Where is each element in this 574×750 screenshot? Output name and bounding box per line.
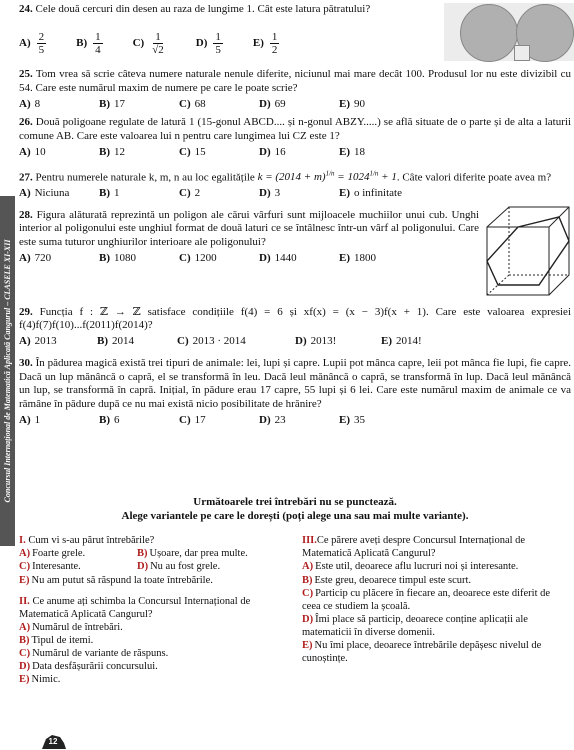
cube-figure — [485, 203, 571, 299]
question-27 — [19, 170, 571, 201]
option-a[interactable]: A) 2013 — [19, 335, 57, 348]
option-e[interactable]: E) 35 — [339, 413, 365, 426]
survey-question-2: II. Ce anume ați schimba la Concursul Internațional de Matematică Aplicată Cangurul? A) Numărul de întrebări. B) Tipul de itemi. C) Numărul de variante de răspuns. D) Data desfășurării concursului. E) Nimic. — [19, 595, 288, 687]
option-b[interactable]: B) $\frac{1}{4}$ — [76, 31, 101, 56]
circle-left — [460, 4, 518, 62]
option-e[interactable]: E) 18 — [339, 145, 365, 158]
notice-line-2: Alege variantele pe care le dorești (poți alege una sau mai multe variante). — [121, 510, 469, 523]
option-d[interactable]: D) 69 — [259, 97, 286, 110]
question-text: În pădurea magică există trei tipuri de animale: lei, lupi și capre. Lupii pot mânca capre, leii pot mânca fie lupi, fie capre. Dacă un lup mănâncă o capră, el se transformă în leu. Dacă leul mănâncă o capră, se transformă în lup. Dacă leul mănâncă un lup, se transformă în capră. Inițial, în pădure erau 17 capre, 55 lupi și 6 lei. Care este numărul maxim de animale ce va rămâne în pădure după ce nu mai există nicio posibilitate de hrănire? — [19, 356, 571, 411]
survey-option[interactable]: D) Îmi place să particip, deoarece conține aplicații ale matematicii în diverse domenii. — [302, 613, 528, 639]
question-24 — [19, 3, 571, 63]
option-d[interactable]: D) 1440 — [259, 251, 297, 264]
question-text: Funcția f : ℤ → ℤ satisface condițiile f(4) = 6 și xf(x) = (x − 3)f(x + 1). Care este valoarea expresiei f(4)f(7)f(10)...f(2011)f(2014)? — [19, 305, 571, 332]
survey-left-column — [19, 534, 288, 694]
option-a[interactable]: A) 8 — [19, 97, 41, 110]
survey-notice — [19, 496, 571, 525]
question-25 — [19, 68, 571, 111]
fraction: $\frac{1}{√2}$ — [152, 31, 164, 56]
small-square — [514, 45, 530, 61]
survey-option[interactable]: E) Nu am putut să răspund la toate întrebările. — [19, 574, 213, 586]
option-e[interactable]: E) $\frac{1}{2}$ — [252, 31, 278, 56]
circles-figure — [444, 3, 574, 63]
survey-option[interactable]: B) Este greu, deoarece timpul este scurt. — [302, 574, 472, 586]
option-e[interactable]: E) 90 — [339, 97, 365, 110]
option-c[interactable]: C) 17 — [179, 413, 206, 426]
fraction: $\frac{1}{4}$ — [95, 31, 101, 56]
fraction: $\frac{1}{5}$ — [215, 31, 221, 56]
answer-options — [19, 335, 571, 349]
survey-question-1: I. Cum vi s-au părut întrebările? A) Foarte grele. B) Ușoare, dar prea multe. C) Interesante. D) Nu au fost grele. E) Nu am putut să răspund la toate întrebările. — [19, 534, 288, 587]
question-text: Figura alăturată reprezintă un poligon ale cărui vârfuri sunt mijloacele muchiilor unui cub. Unghi interior al poligonului este unghiul format de două laturi ce se întâlnesc într-un vârf al poligonului. Care este suma tuturor unghiurilor interioare ale poligonului? — [19, 208, 480, 249]
answer-options — [19, 98, 571, 112]
question-text: Pentru numerele naturale k, m, n au loc egalitățile — [35, 171, 255, 184]
option-e[interactable]: E) 1800 — [339, 251, 376, 264]
question-28 — [19, 209, 571, 301]
question-text: Tom vrea să scrie câteva numere naturale nenule diferite, niciunul mai mare decât 100. Produsul lor nu este divizibil cu 54. Care este numărul maxim de numere pe care le poate scrie? — [19, 68, 571, 94]
survey-option[interactable]: C) Numărul de variante de răspuns. — [19, 648, 169, 660]
option-d[interactable]: D) 16 — [259, 145, 286, 158]
question-number: 24. — [19, 3, 33, 15]
question-number: 28. — [19, 208, 33, 221]
option-d[interactable]: D) 2013! — [295, 335, 337, 348]
option-b[interactable]: B) 17 — [99, 97, 125, 110]
question-26 — [19, 116, 571, 159]
formula: $k = (2014 + m)^{1/n} = 1024^{1/n} + 1$ — [257, 169, 397, 184]
survey-option[interactable]: E) Nimic. — [19, 674, 61, 686]
question-number: 27. — [19, 171, 33, 184]
option-b[interactable]: B) 2014 — [97, 335, 134, 348]
question-number: 30. — [19, 356, 33, 369]
survey-option[interactable]: B) Ușoare, dar prea multe. — [137, 548, 248, 560]
option-c[interactable]: C) $\frac{1}{√2}$ — [132, 31, 164, 56]
page-content — [19, 3, 571, 695]
sidebar-text: Concursul Internațional de Matematică Aplicată Cangurul – CLASELE XI-XII — [2, 239, 12, 503]
question-number: 26. — [19, 116, 33, 129]
option-b[interactable]: B) 1 — [99, 186, 120, 199]
answer-options — [19, 31, 309, 56]
survey-right-column — [302, 534, 571, 694]
option-c[interactable]: C) 2 — [179, 186, 201, 199]
page-number-badge — [40, 735, 66, 749]
question-text: Cele două cercuri din desen au raza de lungime 1. Cât este latura pătratului? — [35, 3, 371, 15]
option-d[interactable]: D) 23 — [259, 413, 286, 426]
question-number: 29. — [19, 305, 33, 318]
question-29 — [19, 306, 571, 349]
option-c[interactable]: C) 15 — [179, 145, 206, 158]
option-c[interactable]: C) 1200 — [179, 251, 217, 264]
option-a[interactable]: A) 10 — [19, 145, 46, 158]
option-c[interactable]: C) 2013 · 2014 — [177, 335, 246, 348]
option-b[interactable]: B) 1080 — [99, 251, 136, 264]
option-d[interactable]: D) $\frac{1}{5}$ — [195, 31, 221, 56]
option-a[interactable]: A) 720 — [19, 251, 52, 264]
answer-options — [19, 414, 571, 428]
question-number: 25. — [19, 68, 33, 80]
survey-option[interactable]: C) Particip cu plăcere în fiecare an, deoarece este diferit de ceea ce studiem la școală. — [302, 587, 551, 612]
survey-option[interactable]: A) Este util, deoarece aflu lucruri noi și interesante. — [302, 561, 519, 573]
cube-back-edges — [487, 207, 569, 295]
question-text-end: . Câte valori diferite poate avea m? — [396, 171, 552, 184]
page-number: 12 — [48, 737, 58, 746]
option-a[interactable]: A) 1 — [19, 413, 41, 426]
survey-question-3: III.Ce părere aveți despre Concursul Internațional de Matematică Aplicată Cangurul? A) Este util, deoarece aflu lucruri noi și interesante. B) Este greu, deoarece timpul este scurt. C) Particip cu plăcere în fiecare an, deoarece este diferit de ceea ce studiem la școală. D) Îmi place să particip, deoarece conține aplicații ale matematicii în diverse domenii. E) Nu îmi place, deoarece întrebările depășesc nivelul de cunoștințe. — [302, 534, 571, 665]
survey-option[interactable]: C) Interesante. — [19, 561, 81, 573]
survey-option[interactable]: A) Foarte grele. — [19, 548, 86, 560]
option-a[interactable]: A) $\frac{2}{5}$ — [19, 31, 45, 56]
option-e[interactable]: E) 2014! — [381, 335, 422, 348]
option-a[interactable]: A) Niciuna — [19, 186, 70, 199]
survey — [19, 534, 571, 694]
survey-option[interactable]: E) Nu îmi place, deoarece întrebările depășesc nivelul de cunoștințe. — [302, 640, 542, 665]
option-d[interactable]: D) 3 — [259, 186, 281, 199]
option-e[interactable]: E) o infinitate — [339, 186, 402, 199]
survey-option[interactable]: A) Numărul de întrebări. — [19, 621, 123, 633]
answer-options — [19, 187, 571, 201]
option-b[interactable]: B) 12 — [99, 145, 125, 158]
fraction: $\frac{2}{5}$ — [38, 31, 45, 56]
option-c[interactable]: C) 68 — [179, 97, 206, 110]
notice-line-1: Următoarele trei întrebări nu se punctează. — [193, 495, 397, 508]
answer-options — [19, 146, 571, 160]
question-30 — [19, 357, 571, 428]
fraction: $\frac{1}{2}$ — [271, 31, 278, 56]
question-text: Două poligoane regulate de latură 1 (15-gonul ABCD.... și n-gonul ABZY.....) se află situate de o parte și de alta a laturii comune AB. Care este valoarea lui n pentru care lungimea lui CZ este 1? — [19, 116, 572, 142]
survey-option[interactable]: B) Tipul de itemi. — [19, 635, 94, 647]
option-b[interactable]: B) 6 — [99, 413, 120, 426]
survey-option[interactable]: D) Nu au fost grele. — [137, 561, 221, 573]
sidebar-banner — [0, 196, 15, 546]
survey-option[interactable]: D) Data desfășurării concursului. — [19, 661, 158, 673]
